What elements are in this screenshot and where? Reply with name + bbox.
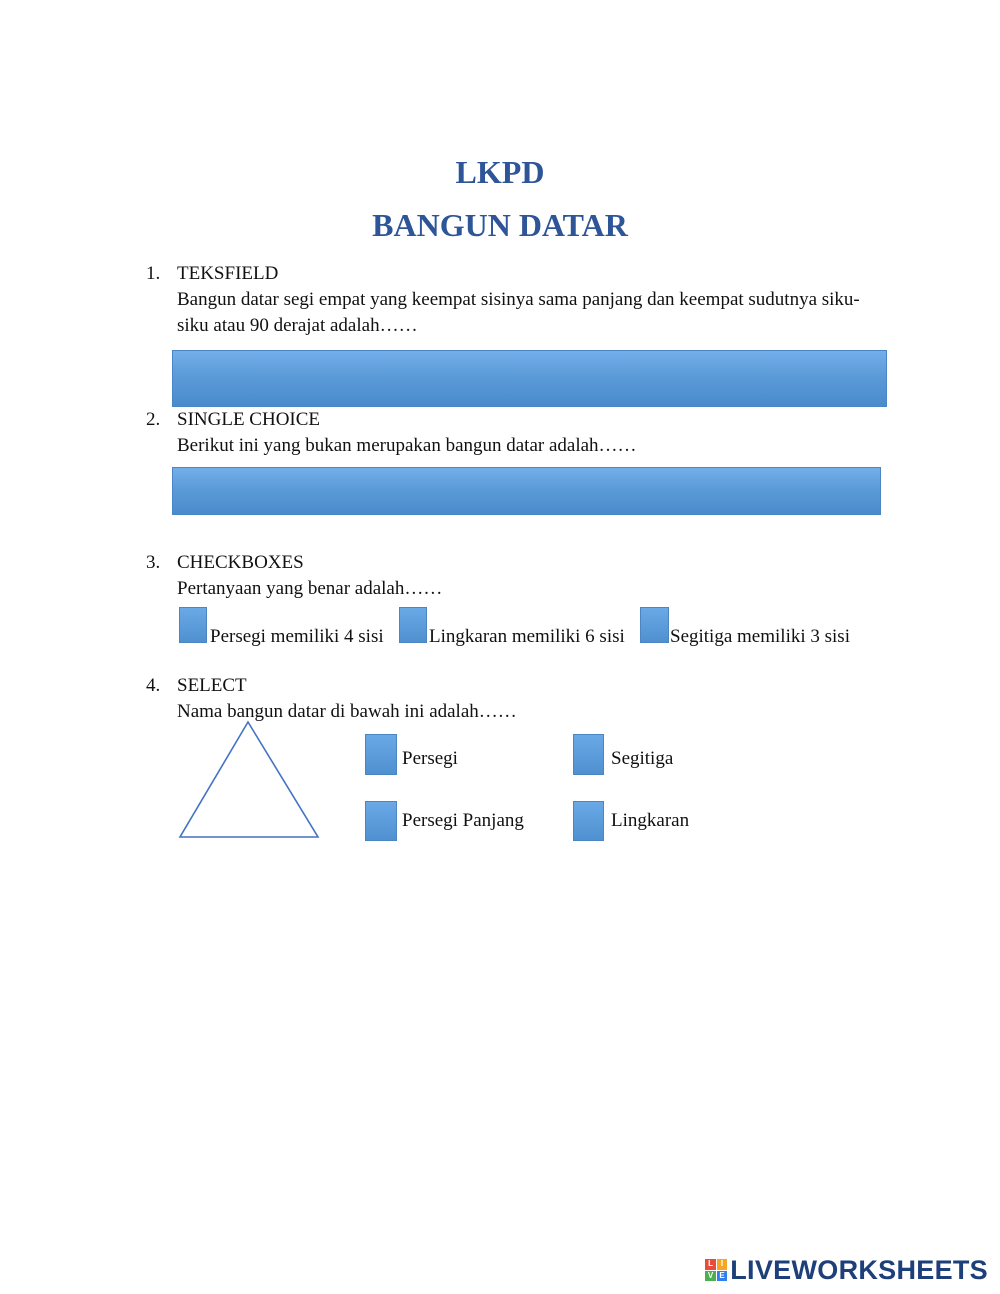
select-option-persegi-label: Persegi (402, 748, 458, 769)
question-2-text: Berikut ini yang bukan merupakan bangun datar adalah…… (177, 435, 637, 456)
question-4-text: Nama bangun datar di bawah ini adalah…… (177, 701, 517, 722)
checkbox-option-3[interactable] (640, 607, 669, 643)
question-2-type: SINGLE CHOICE (177, 409, 321, 430)
logo-letter-v: V (705, 1271, 716, 1282)
checkbox-option-1[interactable] (179, 607, 207, 643)
liveworksheets-logo[interactable] (705, 1256, 988, 1284)
checkbox-option-3-label: Segitiga memiliki 3 sisi (670, 626, 850, 647)
select-option-persegi-panjang-box[interactable] (365, 801, 397, 841)
single-choice-field-2[interactable] (172, 467, 881, 515)
page-subtitle: BANGUN DATAR (372, 207, 628, 243)
question-1-number: 1. (146, 263, 161, 284)
checkbox-option-2[interactable] (399, 607, 427, 643)
answer-text-field-1[interactable] (172, 350, 887, 407)
question-1-text-line2: siku atau 90 derajat adalah…… (177, 315, 418, 336)
question-4-number: 4. (146, 675, 161, 696)
question-1-text-line1: Bangun datar segi empat yang keempat sisinya sama panjang dan keempat sudutnya siku- (177, 289, 860, 310)
page-title: LKPD (455, 154, 545, 190)
logo-letter-e: E (717, 1271, 728, 1282)
select-option-persegi-box[interactable] (365, 734, 397, 775)
checkbox-option-1-label: Persegi memiliki 4 sisi (210, 626, 384, 647)
select-option-segitiga-box[interactable] (573, 734, 604, 775)
question-1-type: TEKSFIELD (177, 263, 279, 284)
logo-letter-l: L (705, 1259, 716, 1270)
select-option-segitiga-label: Segitiga (611, 748, 674, 769)
logo-letter-i: I (717, 1259, 728, 1270)
triangle-shape (174, 718, 324, 842)
liveworksheets-logo-text: LIVEWORKSHEETS (730, 1254, 988, 1285)
question-3-number: 3. (146, 552, 161, 573)
question-4-type: SELECT (177, 675, 247, 696)
select-option-lingkaran-label: Lingkaran (611, 810, 690, 831)
question-3-type: CHECKBOXES (177, 552, 304, 573)
checkbox-option-2-label: Lingkaran memiliki 6 sisi (429, 626, 625, 647)
question-2-number: 2. (146, 409, 161, 430)
liveworksheets-logo-icon (705, 1259, 727, 1281)
select-option-persegi-panjang-label: Persegi Panjang (402, 810, 524, 831)
select-option-lingkaran-box[interactable] (573, 801, 604, 841)
question-3-text: Pertanyaan yang benar adalah…… (177, 578, 443, 599)
